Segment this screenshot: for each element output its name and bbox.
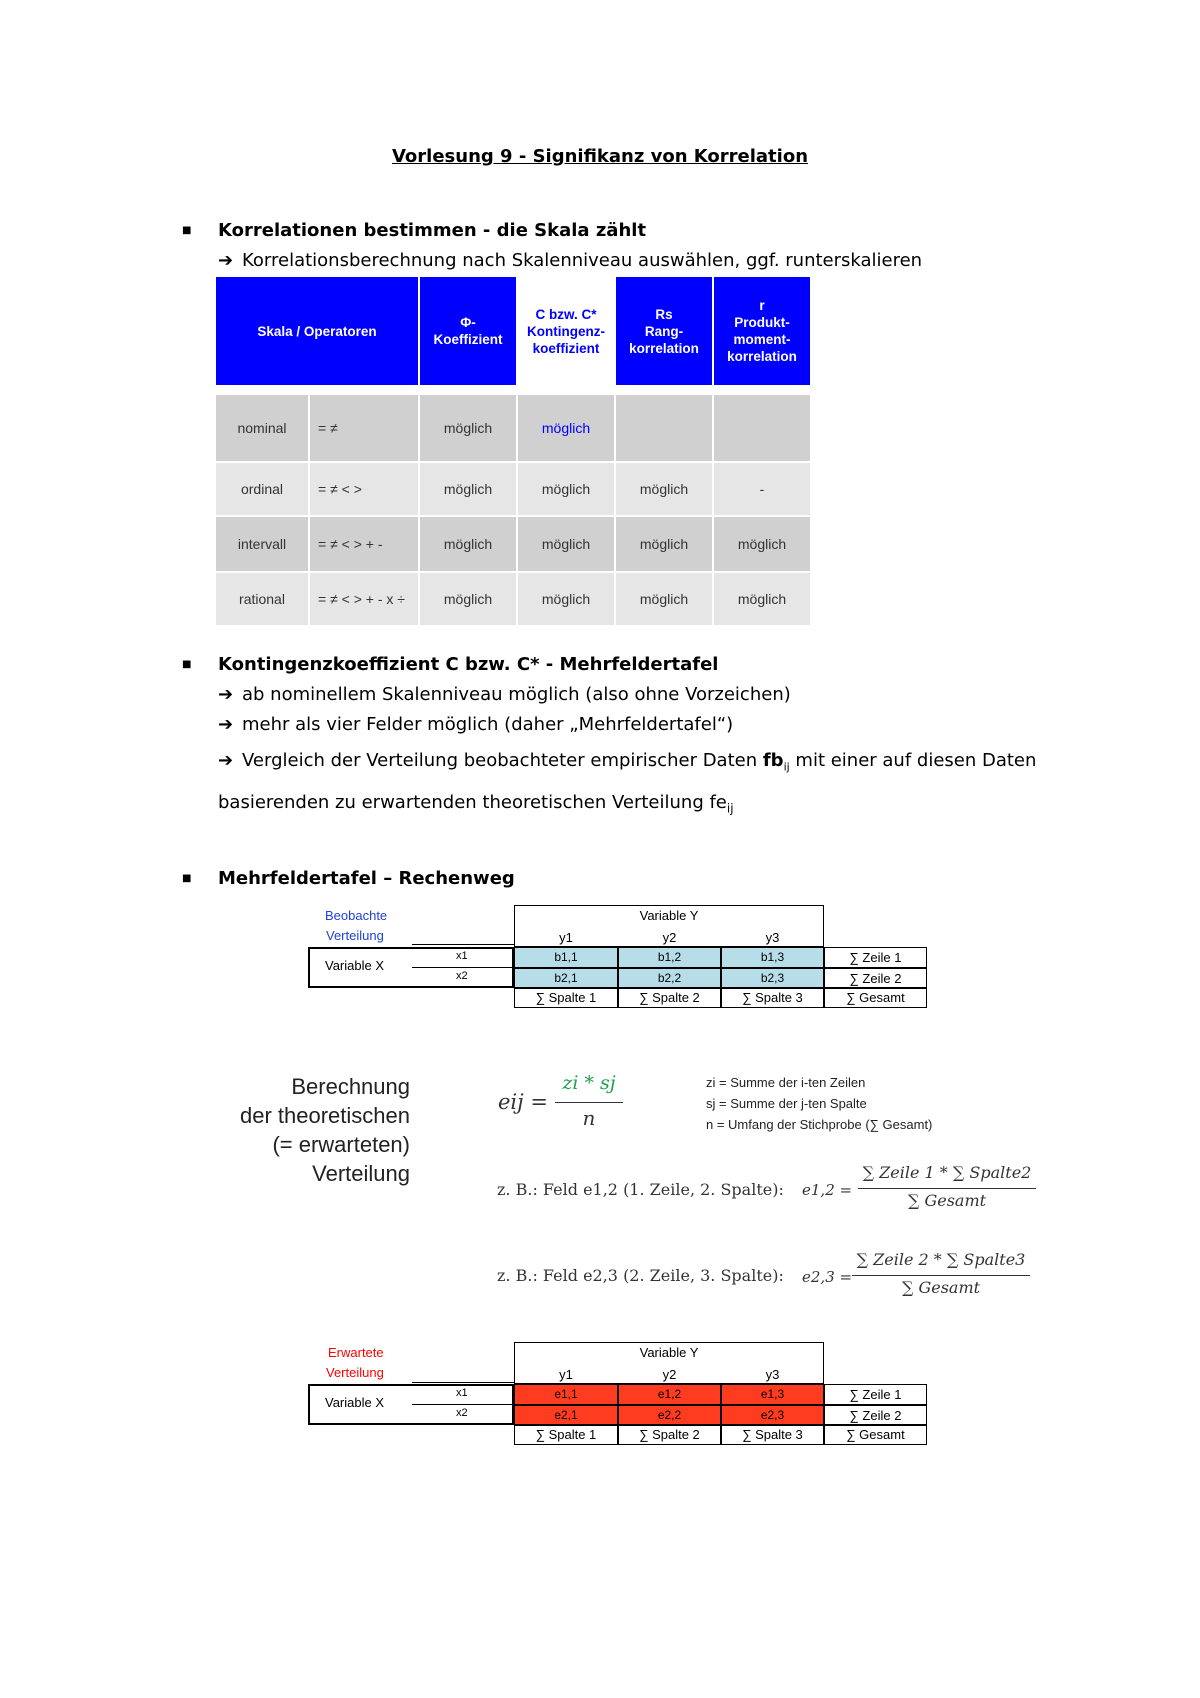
bullet-icon: ■ bbox=[182, 659, 192, 670]
section-heading-korrelationen: Korrelationen bestimmen - die Skala zählt bbox=[218, 220, 647, 241]
section-heading-rechenweg: Mehrfeldertafel – Rechenweg bbox=[218, 868, 515, 889]
bullet-icon: ■ bbox=[182, 225, 192, 236]
formula-legend-2: sj = Summe der j-ten Spalte bbox=[706, 1096, 867, 1111]
cell-phi: möglich bbox=[420, 517, 516, 571]
x2-label: x2 bbox=[456, 970, 468, 982]
cell-phi: möglich bbox=[420, 573, 516, 625]
cell-rs: möglich bbox=[616, 463, 712, 515]
row-name: rational bbox=[216, 573, 308, 625]
cell-r: möglich bbox=[714, 573, 810, 625]
cell-e11: e1,1 bbox=[554, 1387, 578, 1401]
cell-b23: b2,3 bbox=[760, 971, 785, 985]
page-title: Vorlesung 9 - Signifikanz von Korrelation bbox=[391, 146, 809, 167]
expected-label-1: Erwartete bbox=[328, 1345, 384, 1360]
scale-table bbox=[214, 275, 812, 627]
example-2-numerator: ∑ Zeile 2 * ∑ Spalte3 bbox=[856, 1250, 1026, 1269]
scale-table-header bbox=[216, 277, 810, 385]
table-row bbox=[216, 463, 810, 515]
sum-col-2: ∑ Spalte 2 bbox=[639, 1427, 700, 1442]
sum-col-2: ∑ Spalte 2 bbox=[639, 990, 700, 1005]
observed-label-1: Beobachte bbox=[325, 908, 388, 923]
header-skala: Skala / Operatoren bbox=[216, 277, 418, 385]
y1-label: y1 bbox=[559, 1367, 573, 1382]
header-phi: Φ- Koeffizient bbox=[420, 277, 516, 385]
sum-row-2: ∑ Zeile 2 bbox=[849, 1408, 902, 1423]
variable-x: Variable X bbox=[325, 958, 385, 973]
calc-label: Berechnung der theoretischen (= erwarteten) Verteilung bbox=[240, 1074, 410, 1186]
variable-y: Variable Y bbox=[639, 908, 699, 923]
formula-lhs: eij = bbox=[498, 1090, 548, 1114]
cell-e22: e2,2 bbox=[657, 1408, 682, 1422]
example-1-numerator: ∑ Zeile 1 * ∑ Spalte2 bbox=[862, 1163, 1032, 1182]
cell-c: möglich bbox=[518, 463, 614, 515]
x2-label: x2 bbox=[456, 1407, 468, 1419]
y2-label: y2 bbox=[662, 930, 677, 945]
section2-line1: ➔ ab nominellem Skalenniveau möglich (also ohne Vorzeichen) bbox=[218, 684, 791, 705]
bullet-icon: ■ bbox=[182, 873, 192, 884]
formula-denominator: n bbox=[582, 1106, 596, 1130]
table-row bbox=[216, 395, 810, 461]
cell-r bbox=[714, 395, 810, 461]
cell-e21: e2,1 bbox=[554, 1408, 578, 1422]
cell-phi: möglich bbox=[420, 395, 516, 461]
formula-legend-1: zi = Summe der i-ten Zeilen bbox=[706, 1075, 866, 1090]
sum-total: ∑ Gesamt bbox=[846, 990, 905, 1005]
example-2-text: z. B.: Feld e2,3 (2. Zeile, 3. Spalte): bbox=[497, 1266, 784, 1285]
y2-label: y2 bbox=[662, 1367, 677, 1382]
sum-col-1: ∑ Spalte 1 bbox=[535, 1427, 597, 1442]
arrow-right-icon: ➔ bbox=[218, 714, 234, 735]
variable-x: Variable X bbox=[325, 1395, 385, 1410]
sum-col-3: ∑ Spalte 3 bbox=[742, 1427, 803, 1442]
observed-label-2: Verteilung bbox=[326, 928, 384, 943]
cell-e12: e1,2 bbox=[657, 1387, 682, 1401]
arrow-right-icon: ➔ bbox=[218, 684, 234, 705]
section2-line2: ➔ mehr als vier Felder möglich (daher „Mehrfeldertafel“) bbox=[218, 714, 734, 735]
expected-label-2: Verteilung bbox=[326, 1365, 384, 1380]
example-2-denominator: ∑ Gesamt bbox=[901, 1278, 981, 1297]
sum-row-1: ∑ Zeile 1 bbox=[849, 1387, 902, 1402]
cell-b22: b2,2 bbox=[657, 971, 682, 985]
arrow-right-icon: ➔ bbox=[218, 250, 234, 271]
section2-line4: basierenden zu erwartenden theoretischen Verteilung $fe_{ij}$ bbox=[218, 792, 734, 816]
x1-label: x1 bbox=[456, 950, 468, 962]
cell-b13: b1,3 bbox=[760, 950, 785, 964]
row-ops: = ≠ < > + - bbox=[310, 517, 418, 571]
formula-legend-3: n = Umfang der Stichprobe (∑ Gesamt) bbox=[706, 1117, 933, 1132]
cell-b21: b2,1 bbox=[554, 971, 578, 985]
row-ops: = ≠ < > bbox=[310, 463, 418, 515]
table-row bbox=[216, 517, 810, 571]
row-ops: = ≠ bbox=[310, 395, 418, 461]
table-row bbox=[216, 573, 810, 625]
x1-label: x1 bbox=[456, 1387, 468, 1399]
sum-col-3: ∑ Spalte 3 bbox=[742, 990, 803, 1005]
cell-rs: möglich bbox=[616, 573, 712, 625]
sum-col-1: ∑ Spalte 1 bbox=[535, 990, 597, 1005]
section2-line3: ➔ Vergleich der Verteilung beobachteter empirischer Daten $fb_{ij}$ mit einer auf diesen Daten bbox=[218, 750, 1037, 774]
example-1-text: z. B.: Feld e1,2 (1. Zeile, 2. Spalte): bbox=[497, 1180, 784, 1199]
row-name: intervall bbox=[216, 517, 308, 571]
cell-phi: möglich bbox=[420, 463, 516, 515]
example-1-lhs: e1,2 = bbox=[802, 1181, 853, 1199]
y3-label: y3 bbox=[765, 1367, 780, 1382]
cell-r: möglich bbox=[714, 517, 810, 571]
row-name: ordinal bbox=[216, 463, 308, 515]
row-ops: = ≠ < > + - x ÷ bbox=[310, 573, 418, 625]
sum-row-2: ∑ Zeile 2 bbox=[849, 971, 902, 986]
cell-rs: möglich bbox=[616, 517, 712, 571]
y3-label: y3 bbox=[765, 930, 780, 945]
sum-row-1: ∑ Zeile 1 bbox=[849, 950, 902, 965]
cell-c: möglich bbox=[518, 395, 614, 461]
example-2-lhs: e2,3 = bbox=[802, 1268, 853, 1286]
cell-b12: b1,2 bbox=[657, 950, 682, 964]
variable-y: Variable Y bbox=[639, 1345, 699, 1360]
header-c: C bzw. C* Kontingenz- koeffizient bbox=[518, 277, 614, 385]
row-name: nominal bbox=[216, 395, 308, 461]
cell-c: möglich bbox=[518, 517, 614, 571]
cell-e23: e2,3 bbox=[760, 1408, 785, 1422]
cell-rs bbox=[616, 395, 712, 461]
cell-c: möglich bbox=[518, 573, 614, 625]
cell-e13: e1,3 bbox=[760, 1387, 785, 1401]
header-rs: Rs Rang- korrelation bbox=[616, 277, 712, 385]
arrow-right-icon: ➔ bbox=[218, 750, 234, 771]
section1-line: ➔ Korrelationsberechnung nach Skalenniveau auswählen, ggf. runterskalieren bbox=[218, 250, 923, 271]
sum-total: ∑ Gesamt bbox=[846, 1427, 905, 1442]
header-r: r Produkt- moment- korrelation bbox=[714, 277, 810, 385]
y1-label: y1 bbox=[559, 930, 573, 945]
formula-numerator: zi * sj bbox=[562, 1072, 616, 1094]
cell-b11: b1,1 bbox=[554, 950, 578, 964]
section-heading-kontingenz: Kontingenzkoeffizient C bzw. C* - Mehrfeldertafel bbox=[218, 654, 719, 675]
cell-r: - bbox=[714, 463, 810, 515]
example-1-denominator: ∑ Gesamt bbox=[907, 1191, 987, 1210]
